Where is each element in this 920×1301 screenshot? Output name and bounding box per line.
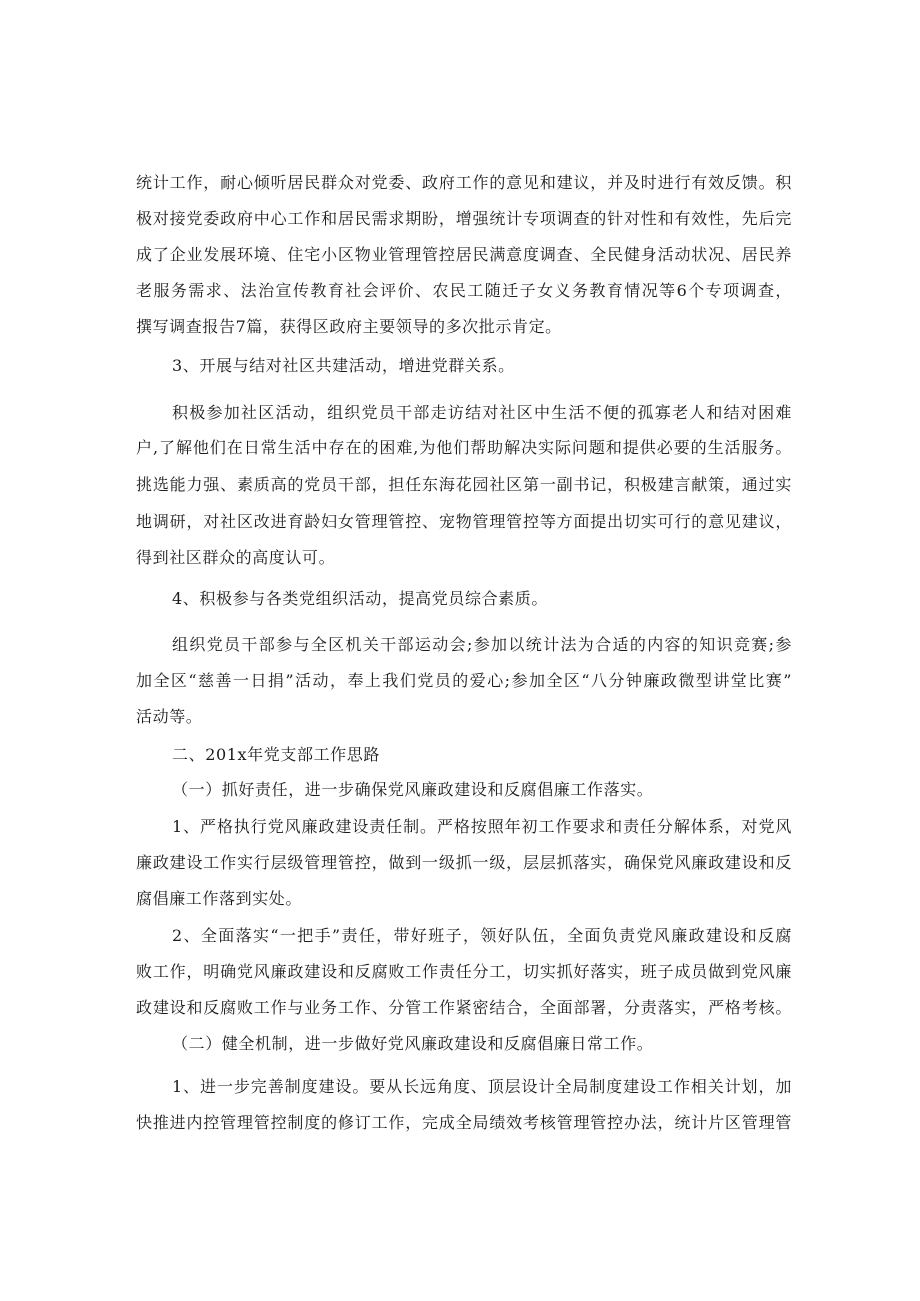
body-text-line: 廉政建设工作实行层级管理管控，做到一级抓一级，层层抓落实，确保党风廉政建设和反 [136, 853, 792, 872]
body-text-line: 挑选能力强、素质高的党员干部，担任东海花园社区第一副书记，积极建言献策，通过实 [136, 475, 792, 494]
subsection-heading: （一）抓好责任，进一步确保党风廉政建设和反腐倡廉工作落实。 [172, 780, 654, 799]
body-text-line: 地调研，对社区改进育龄妇女管理管控、宠物管理管控等方面提出切实可行的意见建议， [136, 512, 792, 531]
section-heading: 二、201x年党支部工作思路 [172, 745, 380, 764]
body-text-line: 老服务需求、法治宣传教育社会评价、农民工随迁子女义务教育情况等6个专项调查， [136, 281, 792, 300]
body-text-line: 加全区“慈善一日捐”活动，奉上我们党员的爱心;参加全区“八分钟廉政微型讲堂比赛” [136, 671, 792, 690]
body-text-line: 撰写调查报告7篇，获得区政府主要领导的多次批示肯定。 [136, 317, 562, 336]
body-text-line: 户,了解他们在日常生活中存在的困难,为他们帮助解决实际问题和提供必要的生活服务。 [136, 438, 792, 457]
body-text-line: 政建设和反腐败工作与业务工作、分管工作紧密结合，全面部署，分责落实，严格考核。 [136, 998, 792, 1017]
section-heading: 4、积极参与各类党组织活动，提高党员综合素质。 [172, 589, 548, 608]
body-text-line: 极对接党委政府中心工作和居民需求期盼，增强统计专项调查的针对性和有效性，先后完 [136, 209, 792, 228]
body-text-line: 组织党员干部参与全区机关干部运动会;参加以统计法为合适的内容的知识竞赛;参 [172, 635, 792, 654]
body-text-line: 腐倡廉工作落到实处。 [136, 889, 303, 908]
body-text-line: 快推进内控管理管控制度的修订工作，完成全局绩效考核管理管控办法，统计片区管理管 [136, 1113, 792, 1132]
body-text-line: 2、全面落实“一把手”责任，带好班子，领好队伍，全面负责党风廉政建设和反腐 [172, 926, 792, 945]
body-text-line: 1、严格执行党风廉政建设责任制。严格按照年初工作要求和责任分解体系，对党风 [172, 817, 792, 836]
body-text-line: 1、进一步完善制度建设。要从长远角度、顶层设计全局制度建设工作相关计划，加 [172, 1077, 792, 1096]
body-text-line: 成了企业发展环境、住宅小区物业管理管控居民满意度调查、全民健身活动状况、居民养 [136, 245, 792, 264]
body-text-line: 积极参加社区活动，组织党员干部走访结对社区中生活不便的孤寡老人和结对困难 [172, 403, 792, 422]
body-text-line: 得到社区群众的高度认可。 [136, 548, 336, 567]
body-text-line: 败工作，明确党风廉政建设和反腐败工作责任分工，切实抓好落实，班子成员做到党风廉 [136, 962, 792, 981]
section-heading: 3、开展与结对社区共建活动，增进党群关系。 [172, 356, 515, 375]
body-text-line: 统计工作，耐心倾听居民群众对党委、政府工作的意见和建议，并及时进行有效反馈。积 [136, 173, 792, 192]
subsection-heading: （二）健全机制，进一步做好党风廉政建设和反腐倡廉日常工作。 [172, 1034, 654, 1053]
body-text-line: 活动等。 [136, 707, 203, 726]
